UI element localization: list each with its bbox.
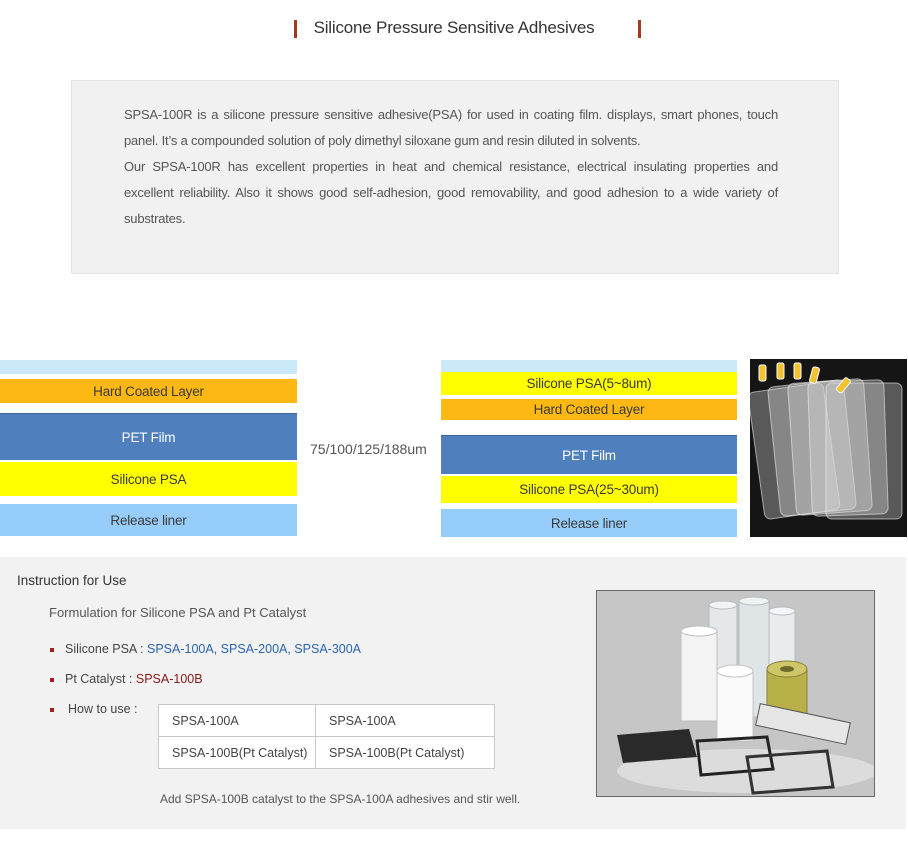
how-to-use-table [158, 704, 495, 769]
layer-pet-film: PET Film [0, 413, 297, 460]
how-to-use-label: How to use : [68, 702, 138, 716]
top-film-strip-right [441, 360, 737, 372]
table-cell: SPSA-100B(Pt Catalyst) [159, 737, 316, 769]
layer-release-liner-right: Release liner [441, 509, 737, 537]
bullet-icon [50, 678, 54, 682]
silicone-psa-item [65, 642, 361, 656]
layer-silicone-psa-thick: Silicone PSA(25~30um) [441, 476, 737, 503]
layer-hard-coated: Hard Coated Layer [0, 379, 297, 403]
layer-pet-film-right: PET Film [441, 435, 737, 474]
pt-catalyst-label: Pt Catalyst : [65, 672, 136, 686]
protective-film-photo [750, 359, 907, 537]
top-film-strip [0, 360, 297, 374]
table-cell: SPSA-100B(Pt Catalyst) [316, 737, 495, 769]
usage-note: Add SPSA-100B catalyst to the SPSA-100A adhesives and stir well. [160, 792, 521, 806]
pt-catalyst-item [65, 672, 203, 686]
bullet-icon [50, 648, 54, 652]
description-paragraph-2: Our SPSA-100R has excellent properties in heat and chemical resistance, electrical insulating properties and excellent reliability. Also it shows good self-adhesion, good removability, and good adhesion to a wide variety of substrates. [124, 159, 778, 226]
silicone-psa-label: Silicone PSA : [65, 642, 147, 656]
description-text [124, 102, 778, 232]
bullet-icon [50, 708, 54, 712]
description-paragraph-1: SPSA-100R is a silicone pressure sensitive adhesive(PSA) for used in coating film. displays, smart phones, touch panel. It’s a compounded solution of poly dimethyl siloxane gum and resin diluted in solvents. [124, 107, 778, 148]
title-right-bar [638, 20, 641, 38]
layer-hard-coated-right: Hard Coated Layer [441, 399, 737, 420]
layer-release-liner: Release liner [0, 504, 297, 536]
table-cell: SPSA-100A [316, 705, 495, 737]
silicone-psa-value: SPSA-100A, SPSA-200A, SPSA-300A [147, 642, 362, 656]
thickness-label: 75/100/125/188um [310, 441, 427, 457]
formulation-title: Formulation for Silicone PSA and Pt Catalyst [49, 605, 307, 620]
pt-catalyst-value: SPSA-100B [135, 672, 203, 686]
table-row [159, 705, 495, 737]
table-row [159, 737, 495, 769]
table-cell: SPSA-100A [159, 705, 316, 737]
film-rolls-photo [596, 590, 875, 797]
layer-silicone-psa-thin: Silicone PSA(5~8um) [441, 372, 737, 395]
instruction-heading: Instruction for Use [17, 573, 127, 588]
page-title: Silicone Pressure Sensitive Adhesives [313, 18, 595, 37]
layer-silicone-psa: Silicone PSA [0, 462, 297, 496]
